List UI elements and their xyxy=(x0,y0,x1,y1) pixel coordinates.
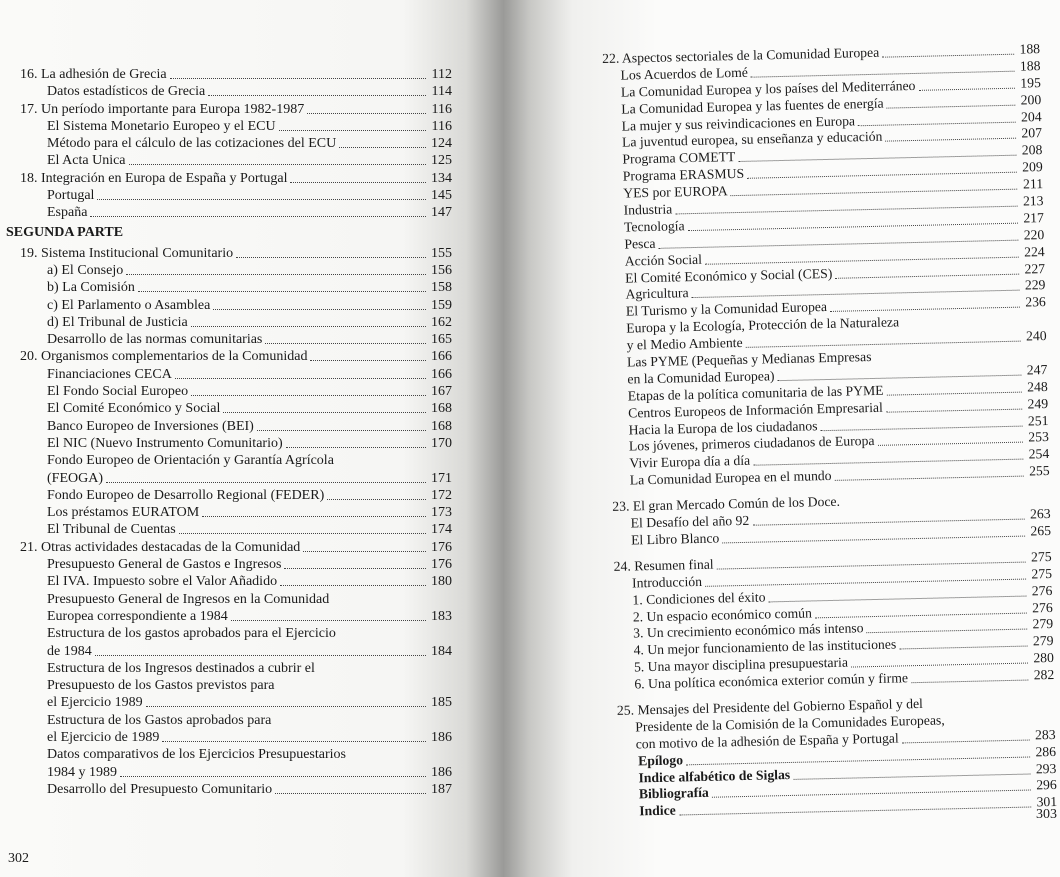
toc-entry xyxy=(0,204,520,221)
leader-dots xyxy=(911,668,1028,684)
toc-entry xyxy=(0,418,520,435)
toc-page-number: 188 xyxy=(1019,41,1041,57)
toc-entry-title: el Ejercicio de 1989 xyxy=(47,729,160,745)
toc-entry-title: Agricultura xyxy=(625,285,689,303)
leader-dots xyxy=(899,634,1027,650)
toc-entry-title: Centros Europeos de Información Empresarial xyxy=(628,399,883,421)
toc-entry-title: Bibliografía xyxy=(638,785,709,802)
leader-dots xyxy=(236,245,426,258)
leader-dots xyxy=(886,396,1022,412)
toc-entry xyxy=(0,187,520,204)
toc-page-number: 296 xyxy=(1036,777,1057,793)
toc-entry xyxy=(0,348,520,365)
toc-page-number: 211 xyxy=(1022,176,1044,192)
toc-entry-title: 5. Una mayor disciplina presupuestaria xyxy=(633,654,849,675)
leader-dots xyxy=(851,651,1028,668)
toc-entry-title: Presupuesto de los Gastos previstos para xyxy=(47,678,275,694)
toc-page-number: 240 xyxy=(1025,328,1047,344)
leader-dots xyxy=(286,435,426,448)
toc-entry-title: El Acta Unica xyxy=(47,153,126,169)
toc-page-number: 286 xyxy=(1035,743,1057,760)
toc-entry xyxy=(0,487,520,504)
toc-entry xyxy=(0,608,520,625)
toc-page-number: 116 xyxy=(431,101,452,117)
toc-entry-title: El Desafío del año 92 xyxy=(630,512,750,531)
leader-dots xyxy=(886,92,1015,108)
toc-entry-title: Hacia la Europa de los ciudadanos xyxy=(628,417,818,438)
toc-entry xyxy=(0,781,520,798)
toc-page-number: 248 xyxy=(1027,378,1048,395)
toc-entry xyxy=(0,135,520,152)
leader-dots xyxy=(866,617,1027,634)
toc-page-number: 167 xyxy=(431,384,452,400)
toc-entry-title: Presupuesto General de Gastos e Ingresos xyxy=(47,557,282,573)
toc-page-number: 184 xyxy=(431,643,452,659)
toc-entry-title: Portugal xyxy=(47,188,95,204)
toc-page-number: 265 xyxy=(1030,522,1052,539)
toc-page-number: 166 xyxy=(431,349,452,365)
toc-entry xyxy=(0,152,520,169)
toc-entry xyxy=(0,262,520,279)
toc-entry-title: Europa y la Ecología, Protección de la Naturaleza xyxy=(626,314,900,336)
toc-page-number: 279 xyxy=(1032,633,1054,649)
toc-entry-title: de 1984 xyxy=(47,643,92,659)
toc-page-number: 283 xyxy=(1034,726,1056,743)
leader-dots xyxy=(175,366,426,379)
toc-page-number: 155 xyxy=(431,245,452,261)
left-page xyxy=(0,0,520,877)
toc-entry-title: 24. Resumen final xyxy=(613,556,714,574)
leader-dots xyxy=(97,187,426,200)
toc-entry-title: La mujer y sus reivindicaciones en Europa xyxy=(621,112,856,134)
leader-dots xyxy=(885,126,1016,142)
leader-dots xyxy=(126,262,426,275)
leader-dots xyxy=(257,418,426,431)
toc-page-number: 236 xyxy=(1025,294,1046,310)
toc-page-number: 134 xyxy=(431,170,452,186)
toc-page-number: 125 xyxy=(431,153,452,169)
toc-page-number: 263 xyxy=(1029,506,1051,522)
toc-entry xyxy=(0,470,520,487)
toc-entry-title: Método para el cálculo de las cotizaciones del ECU xyxy=(47,136,337,152)
leader-dots xyxy=(208,83,426,96)
toc-entry-title: Fondo Europeo de Desarrollo Regional (FEDER) xyxy=(47,487,325,503)
toc-entry-title: Los Acuerdos de Lomé xyxy=(620,64,749,83)
page-number-left: 302 xyxy=(8,851,29,866)
toc-entry xyxy=(0,400,520,417)
leader-dots xyxy=(279,118,426,131)
section-heading-text: SEGUNDA PARTE xyxy=(6,224,124,240)
toc-entry xyxy=(0,712,520,729)
toc-page-number: 186 xyxy=(431,729,452,745)
toc-entry-title: 23. El gran Mercado Común de los Doce. xyxy=(612,493,841,515)
toc-page-number: 174 xyxy=(431,522,452,538)
toc-page-number: 195 xyxy=(1020,74,1041,91)
toc-entry xyxy=(0,245,520,262)
toc-page-number: 162 xyxy=(431,314,452,330)
toc-page-number: 185 xyxy=(431,695,452,711)
toc-page-number: 275 xyxy=(1030,548,1052,565)
toc-entry xyxy=(0,66,520,83)
leader-dots xyxy=(280,573,426,586)
toc-entry-title: 20. Organismos complementarios de la Comunidad xyxy=(20,349,308,365)
toc-entry-title: 18. Integración en Europa de España y Portugal xyxy=(20,170,288,186)
leader-dots xyxy=(835,261,1019,278)
toc-page-number: 217 xyxy=(1023,209,1045,226)
toc-entry xyxy=(0,643,520,660)
toc-page-number: 187 xyxy=(431,781,452,797)
toc-page-number: 224 xyxy=(1023,243,1045,260)
toc-page-number: 282 xyxy=(1033,667,1055,683)
toc-entry-title: España xyxy=(47,205,88,221)
toc-page-number: 229 xyxy=(1024,277,1046,293)
left-toc xyxy=(0,66,520,798)
toc-page-number: 183 xyxy=(431,608,452,624)
toc-entry-title: Presupuesto General de Ingresos en la Comunidad xyxy=(47,591,330,607)
toc-page-number: 158 xyxy=(431,280,452,296)
toc-entry-title: 2. Un espacio económico común xyxy=(632,604,812,624)
toc-entry xyxy=(0,764,520,781)
toc-page-number: 213 xyxy=(1022,193,1044,209)
toc-entry-title: 1984 y 1989 xyxy=(47,764,117,780)
toc-entry xyxy=(0,118,520,135)
leader-dots xyxy=(120,764,426,777)
leader-dots xyxy=(310,348,426,361)
toc-page-number: 147 xyxy=(431,205,452,221)
toc-entry-title: Europea correspondiente a 1984 xyxy=(47,608,228,624)
toc-entry-title: con motivo de la adhesión de España y Portugal xyxy=(635,730,899,752)
section-heading xyxy=(0,222,520,245)
toc-page-number: 208 xyxy=(1021,142,1043,158)
toc-entry xyxy=(0,101,520,118)
toc-entry-title: Los préstamos EURATOM xyxy=(47,505,200,521)
toc-entry-title: (FEOGA) xyxy=(47,470,103,486)
toc-entry xyxy=(0,366,520,383)
toc-entry-title: Industria xyxy=(623,201,673,218)
toc-entry-title: Desarrollo de las normas comunitarias xyxy=(47,332,263,348)
toc-page-number: 116 xyxy=(431,118,452,134)
toc-entry-title: 6. Una política económica exterior común y firme xyxy=(634,670,909,692)
toc-page-number: 200 xyxy=(1020,91,1042,108)
toc-page-number: 255 xyxy=(1028,463,1050,479)
toc-page-number: 276 xyxy=(1031,582,1053,599)
toc-entry xyxy=(0,452,520,469)
toc-page-number: 176 xyxy=(431,557,452,573)
toc-entry-title: 21. Otras actividades destacadas de la Comunidad xyxy=(20,539,301,555)
leader-dots xyxy=(170,66,426,79)
toc-entry-title: Las PYME (Pequeñas y Medianas Empresas xyxy=(626,349,872,370)
toc-entry-title: en la Comunidad Europea) xyxy=(627,368,775,387)
toc-page-number: 168 xyxy=(431,401,452,417)
toc-entry xyxy=(0,591,520,608)
toc-page-number: 188 xyxy=(1019,57,1041,74)
toc-entry-title: El Fondo Social Europeo xyxy=(47,384,189,400)
toc-entry-title: Pesca xyxy=(624,235,656,252)
toc-entry xyxy=(0,279,520,296)
toc-entry xyxy=(0,539,520,556)
leader-dots xyxy=(887,379,1022,395)
toc-page-number: 275 xyxy=(1031,565,1053,582)
toc-entry xyxy=(0,314,520,331)
toc-entry-title: y el Medio Ambiente xyxy=(626,335,743,353)
toc-page-number: 276 xyxy=(1032,599,1053,615)
leader-dots xyxy=(275,781,426,794)
toc-entry-title: Programa ERASMUS xyxy=(622,166,745,184)
toc-entry-title: 17. Un período importante para Europa 1982-1987 xyxy=(20,101,305,117)
toc-entry-title: Acción Social xyxy=(624,251,703,269)
leader-dots xyxy=(146,694,426,707)
toc-entry xyxy=(0,556,520,573)
leader-dots xyxy=(106,470,426,483)
toc-page-number: 165 xyxy=(431,332,452,348)
toc-page-number: 207 xyxy=(1021,125,1043,142)
page-number-right: 303 xyxy=(1036,807,1057,822)
toc-page-number: 251 xyxy=(1027,412,1049,429)
toc-entry-title: El IVA. Impuesto sobre el Valor Añadido xyxy=(47,574,278,590)
toc-page-number: 112 xyxy=(431,67,452,82)
toc-entry-title: La Comunidad Europea y los países del Mediterráneo xyxy=(620,77,916,100)
toc-entry-title: Introducción xyxy=(631,573,703,591)
leader-dots xyxy=(882,42,1014,58)
toc-entry xyxy=(0,435,520,452)
toc-entry-title: Datos comparativos de los Ejercicios Presupuestarios xyxy=(47,747,346,763)
toc-entry-title: b) La Comisión xyxy=(47,280,135,296)
toc-entry xyxy=(0,573,520,590)
toc-entry-title: 16. La adhesión de Grecia xyxy=(20,67,167,82)
toc-entry-title: Vivir Europa día a día xyxy=(629,453,751,471)
toc-page-number: 172 xyxy=(431,487,452,503)
toc-page-number: 301 xyxy=(1036,794,1058,810)
toc-page-number: 145 xyxy=(431,188,452,204)
toc-entry-title: El Comité Económico y Social xyxy=(47,401,221,417)
toc-entry-title: Estructura de los Ingresos destinados a cubrir el xyxy=(47,660,315,676)
leader-dots xyxy=(303,539,426,552)
toc-page-number: 220 xyxy=(1023,226,1045,243)
toc-entry xyxy=(0,504,520,521)
toc-page-number: 247 xyxy=(1026,361,1048,378)
toc-entry-title: 25. Mensajes del Presidente del Gobierno Español y del xyxy=(616,695,924,718)
leader-dots xyxy=(307,101,426,114)
leader-dots xyxy=(95,643,426,656)
toc-entry xyxy=(0,521,520,538)
toc-entry-title: Estructura de los Gastos aprobados para xyxy=(47,712,272,728)
toc-entry-title: 4. Un mejor funcionamiento de las instituciones xyxy=(633,636,897,658)
toc-page-number: 173 xyxy=(431,505,452,521)
toc-entry-title: La juventud europea, su enseñanza y educación xyxy=(621,129,883,151)
toc-entry xyxy=(0,677,520,694)
toc-entry xyxy=(0,746,520,763)
toc-page-number: 171 xyxy=(431,470,452,486)
toc-entry-title: YES por EUROPA xyxy=(623,183,728,201)
toc-page-number: 114 xyxy=(431,84,452,100)
toc-page-number: 159 xyxy=(431,297,452,313)
leader-dots xyxy=(202,504,426,517)
toc-entry-title: Estructura de los gastos aprobados para el Ejercicio xyxy=(47,626,336,642)
toc-entry-title: La Comunidad Europea en el mundo xyxy=(629,468,832,488)
toc-entry-title: El Comité Económico y Social (CES) xyxy=(624,265,833,286)
toc-entry xyxy=(0,694,520,711)
toc-entry-title: Etapas de la política comunitaria de las PYME xyxy=(627,382,884,404)
toc-entry-title: El Tribunal de Cuentas xyxy=(47,522,176,538)
toc-entry xyxy=(0,625,520,642)
toc-entry-title: Banco Europeo de Inversiones (BEI) xyxy=(47,418,254,434)
leader-dots xyxy=(90,204,426,217)
toc-entry-title: Epílogo xyxy=(637,752,684,769)
toc-page-number: 209 xyxy=(1022,159,1043,175)
toc-page-number: 227 xyxy=(1024,260,1046,277)
toc-entry xyxy=(0,660,520,677)
toc-entry-title: Presidente de la Comisión de la Comunidades Europeas, xyxy=(635,712,945,735)
toc-entry-title: 22. Aspectos sectoriales de la Comunidad Europea xyxy=(601,44,880,67)
toc-entry-title: d) El Tribunal de Justicia xyxy=(47,314,188,330)
toc-entry-title: Fondo Europeo de Orientación y Garantía Agrícola xyxy=(47,453,334,469)
leader-dots xyxy=(857,109,1015,126)
leader-dots xyxy=(162,729,426,742)
toc-page-number: 254 xyxy=(1028,446,1050,462)
leader-dots xyxy=(191,314,426,327)
toc-entry-title: El Libro Blanco xyxy=(630,530,720,548)
toc-entry-title: el Ejercicio 1989 xyxy=(47,695,143,711)
toc-entry xyxy=(0,297,520,314)
toc-entry xyxy=(0,383,520,400)
toc-page-number: 204 xyxy=(1020,108,1042,125)
leader-dots xyxy=(213,297,426,310)
toc-entry-title: La Comunidad Europea y las fuentes de energía xyxy=(621,95,884,117)
toc-entry-title: El NIC (Nuevo Instrumento Comunitario) xyxy=(47,435,283,451)
toc-entry-title: El Sistema Monetario Europeo y el ECU xyxy=(47,118,276,134)
leader-dots xyxy=(878,430,1023,446)
toc-entry-title: Financiaciones CECA xyxy=(47,366,172,382)
toc-entry xyxy=(0,729,520,746)
leader-dots xyxy=(223,400,426,413)
toc-entry-title: Indice xyxy=(639,802,676,819)
toc-page-number: 170 xyxy=(431,435,452,451)
toc-page-number: 293 xyxy=(1035,760,1057,776)
toc-entry-title: Los jóvenes, primeros ciudadanos de Europa xyxy=(628,433,875,455)
leader-dots xyxy=(191,383,426,396)
toc-entry-title: Indice alfabético de Siglas xyxy=(638,766,791,785)
toc-entry xyxy=(0,170,520,187)
right-page xyxy=(560,0,1060,877)
toc-entry-title: El Turismo y la Comunidad Europea xyxy=(625,299,828,319)
leader-dots xyxy=(901,727,1029,743)
toc-page-number: 168 xyxy=(431,418,452,434)
toc-entry-title: a) El Consejo xyxy=(47,262,124,278)
toc-entry xyxy=(0,331,520,348)
leader-dots xyxy=(179,521,426,534)
toc-page-number: 156 xyxy=(431,262,452,278)
toc-page-number: 253 xyxy=(1028,429,1050,445)
toc-page-number: 186 xyxy=(431,764,452,780)
leader-dots xyxy=(138,279,426,292)
toc-entry xyxy=(0,83,520,100)
toc-entry-title: Tecnología xyxy=(623,218,685,235)
toc-entry-title: 1. Condiciones del éxito xyxy=(632,589,766,608)
toc-page-number: 166 xyxy=(431,366,452,382)
toc-page-number: 176 xyxy=(431,539,452,555)
toc-entry-title: 3. Un crecimiento económico más intenso xyxy=(633,620,864,641)
toc-entry-title: Datos estadísticos de Grecia xyxy=(47,84,206,100)
leader-dots xyxy=(129,152,426,165)
toc-page-number: 180 xyxy=(431,574,452,590)
leader-dots xyxy=(290,170,426,183)
toc-page-number: 279 xyxy=(1032,616,1054,632)
toc-page-number: 249 xyxy=(1027,395,1049,412)
toc-page-number: 124 xyxy=(431,136,452,152)
toc-entry-title: Programa COMETT xyxy=(622,149,736,167)
right-toc xyxy=(560,41,1060,822)
leader-dots xyxy=(231,608,426,621)
toc-page-number: 280 xyxy=(1033,650,1055,666)
toc-entry-title: c) El Parlamento o Asamblea xyxy=(47,297,211,313)
toc-entry-title: 19. Sistema Institucional Comunitario xyxy=(20,245,234,261)
leader-dots xyxy=(265,331,426,344)
leader-dots xyxy=(284,556,426,569)
toc-entry-title: Desarrollo del Presupuesto Comunitario xyxy=(47,781,273,797)
